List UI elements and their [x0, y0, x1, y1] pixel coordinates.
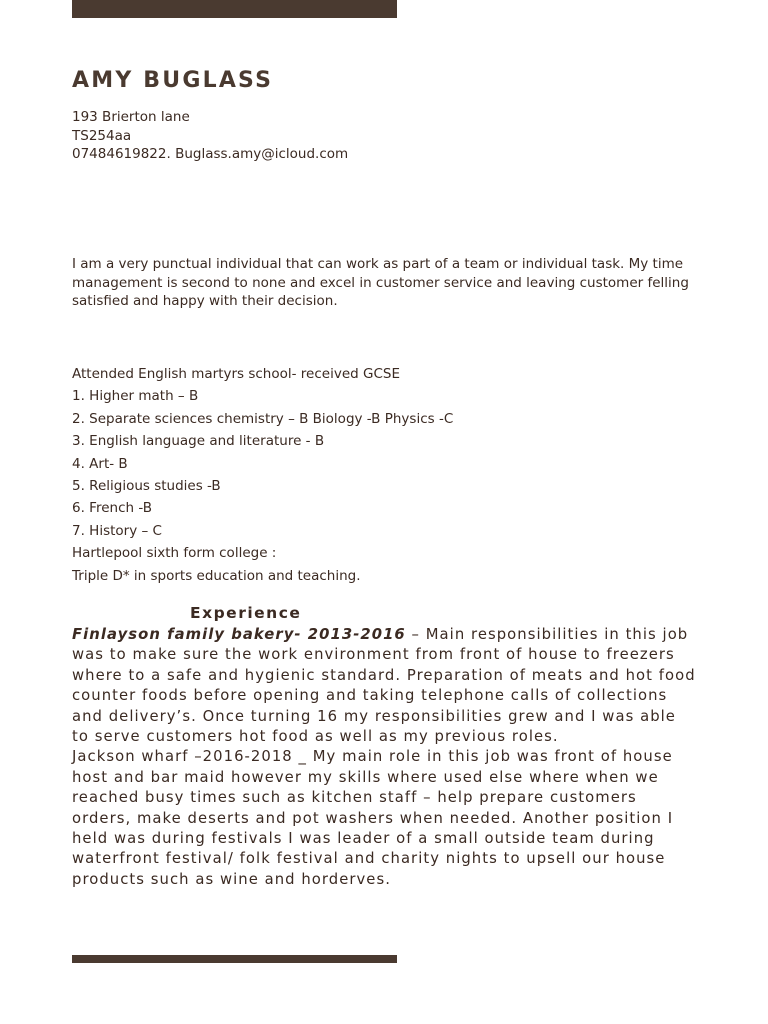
address-postcode: TS254aa: [72, 127, 132, 144]
grade-item: 6. French -B: [72, 500, 152, 517]
phone-and-email: 07484619822. Buglass.amy@icloud.com: [72, 146, 349, 162]
top-decorative-bar: [72, 0, 397, 18]
job-title-bakery: Finlayson family bakery- 2013-2016: [72, 626, 406, 643]
personal-summary: I am a very punctual individual that can work as part of a team or individual task. My time management is second to none and excel in customer service and leaving customer felling satisfied and happy with their decision.: [72, 256, 689, 309]
grade-item: 5. Religious studies -B: [72, 478, 221, 495]
contact-info: [72, 108, 348, 164]
college-line: Hartlepool sixth form college :: [72, 545, 277, 562]
college-result: Triple D* in sports education and teaching.: [72, 567, 361, 584]
job-entry-jackson-wharf: Jackson wharf –2016-2018 _ My main role in this job was front of house host and bar maid however my skills where used else where when we reached busy times such as kitchen staff – help prepare customers orders, make deserts and pot washers when needed. Another position I held was during festivals I was leader of a small outside team during waterfront festival/ folk festival and charity nights to upsell our house products such as wine and horderves.: [72, 748, 674, 888]
grade-item: 7. History – C: [72, 522, 162, 539]
education-section: [72, 363, 692, 587]
school-line: Attended English martyrs school- received GCSE: [72, 366, 400, 382]
experience-section: [72, 625, 698, 890]
grade-item: 3. English language and literature - B: [72, 433, 325, 450]
experience-heading: Experience: [190, 604, 302, 622]
grade-item: 1. Higher math – B: [72, 388, 199, 405]
job-entry-bakery: [72, 625, 698, 747]
grade-item: 4. Art- B: [72, 455, 128, 472]
address-line-1: 193 Brierton lane: [72, 109, 190, 125]
grade-item: 2. Separate sciences chemistry – B Biology -B Physics -C: [72, 410, 454, 427]
bottom-decorative-bar: [72, 955, 397, 963]
job-description-bakery: – Main responsibilities in this job was to make sure the work environment from front of house to freezers where to a safe and hygienic standard. Preparation of meats and hot food counter foods before opening and taking telephone calls of collections and delivery’s. Once turning 16 my responsibilities grew and I was able to serve customers hot food as well as my previous roles.: [72, 626, 696, 746]
candidate-name: AMY BUGLASS: [72, 68, 274, 93]
